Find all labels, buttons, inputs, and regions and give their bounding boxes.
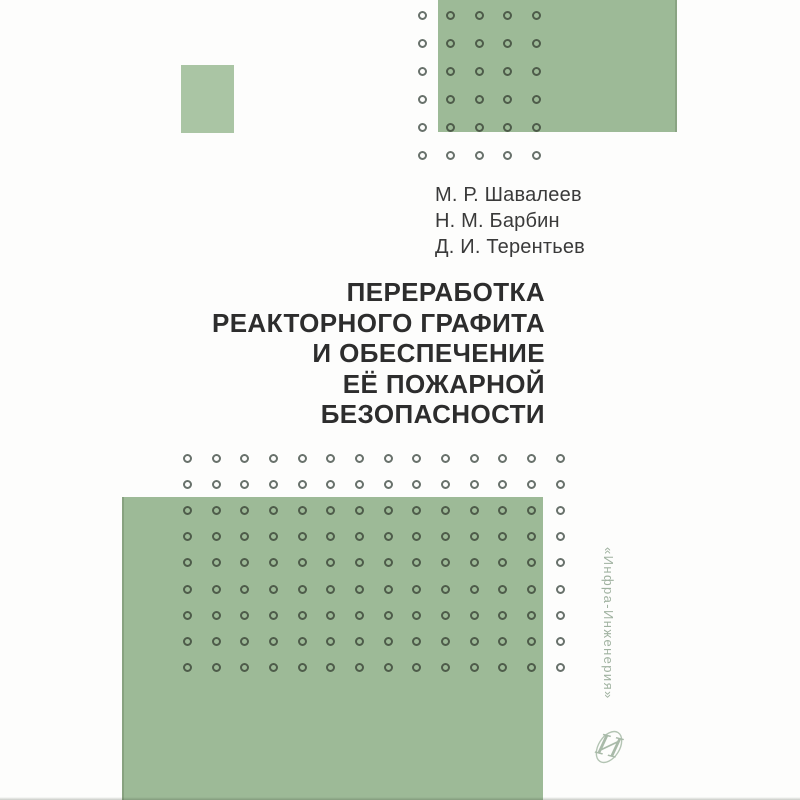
dot-circle [527,506,536,515]
dot-circle [240,585,249,594]
publisher-logo-letter: И [593,727,625,766]
dot-circle [412,506,421,515]
dot-circle [412,611,421,620]
dot-circle [475,151,484,160]
dot-circle [384,611,393,620]
dot-circle [532,123,541,132]
dot-circle [498,611,507,620]
dot-circle [298,611,307,620]
dot-circle [298,506,307,515]
dot-circle [446,67,455,76]
dot-circle [527,454,536,463]
dot-circle [326,532,335,541]
author-list [435,182,585,260]
dot-circle [240,506,249,515]
dot-circle [503,11,512,20]
dot-circle [498,532,507,541]
dot-circle [298,558,307,567]
dot-circle [475,39,484,48]
dot-circle [269,532,278,541]
dot-circle [183,663,192,672]
dot-circle [475,123,484,132]
dot-circle [556,637,565,646]
dot-circle [556,480,565,489]
dot-circle [503,123,512,132]
dot-circle [384,585,393,594]
dot-circle [498,637,507,646]
dot-circle [441,480,450,489]
dot-circle [412,663,421,672]
dot-circle [441,558,450,567]
dot-circle [326,637,335,646]
dot-circle [441,506,450,515]
dot-circle [470,454,479,463]
dot-circle [212,558,221,567]
dot-circle [298,637,307,646]
dot-circle [183,454,192,463]
dot-circle [355,480,364,489]
dot-circle [183,637,192,646]
dot-circle [556,454,565,463]
author-name: Д. И. Терентьев [435,236,585,258]
dot-circle [532,95,541,104]
dot-circle [412,558,421,567]
dot-circle [470,611,479,620]
dot-circle [470,506,479,515]
dot-circle [240,663,249,672]
dot-circle [269,585,278,594]
dot-circle [240,480,249,489]
dot-circle [326,585,335,594]
dot-circle [212,663,221,672]
dot-circle [527,585,536,594]
dot-circle [412,585,421,594]
dot-circle [441,663,450,672]
dot-circle [298,585,307,594]
title-line: РЕАКТОРНОГО ГРАФИТА [211,307,545,338]
dot-circle [556,506,565,515]
dot-circle [470,585,479,594]
title-line: ПЕРЕРАБОТКА [346,277,545,307]
dot-circle [212,454,221,463]
dot-circle [298,454,307,463]
dot-circle [532,67,541,76]
dot-circle [183,506,192,515]
dot-circle [298,663,307,672]
dot-circle [384,480,393,489]
dot-pattern-top-right [408,1,551,169]
dot-circle [240,454,249,463]
dot-circle [503,151,512,160]
dot-circle [418,67,427,76]
dot-circle [183,611,192,620]
dot-circle [441,637,450,646]
dot-circle [503,95,512,104]
dot-circle [556,585,565,594]
book-title [212,277,545,430]
dot-circle [298,480,307,489]
dot-circle [532,39,541,48]
dot-circle [418,123,427,132]
dot-circle [446,39,455,48]
dot-circle [556,558,565,567]
dot-circle [269,506,278,515]
dot-circle [355,454,364,463]
dot-circle [384,454,393,463]
dot-circle [418,151,427,160]
dot-circle [183,532,192,541]
publisher-logo-icon [586,720,632,772]
dot-circle [418,95,427,104]
dot-circle [269,480,278,489]
dot-circle [446,11,455,20]
dot-circle [556,611,565,620]
dot-circle [355,611,364,620]
dot-circle [412,480,421,489]
dot-circle [498,480,507,489]
title-line: И ОБЕСПЕЧЕНИЕ [312,338,545,368]
author-name: М. Р. Шавалеев [435,184,582,206]
dot-circle [475,95,484,104]
dot-circle [412,637,421,646]
dot-circle [384,663,393,672]
dot-circle [298,532,307,541]
dot-circle [384,558,393,567]
dot-circle [240,558,249,567]
dot-circle [355,532,364,541]
dot-circle [475,67,484,76]
dot-circle [183,480,192,489]
dot-circle [384,637,393,646]
publisher-name-vertical: «Инфра-Инженерия» [601,547,616,700]
dot-circle [212,532,221,541]
dot-circle [527,663,536,672]
dot-circle [532,11,541,20]
dot-circle [470,480,479,489]
dot-circle [446,123,455,132]
dot-circle [527,637,536,646]
dot-circle [326,611,335,620]
dot-circle [503,67,512,76]
dot-circle [355,637,364,646]
dot-circle [183,585,192,594]
dot-circle [503,39,512,48]
dot-circle [470,532,479,541]
dot-circle [326,558,335,567]
dot-circle [527,558,536,567]
dot-circle [212,480,221,489]
dot-circle [240,532,249,541]
dot-circle [498,663,507,672]
dot-circle [326,506,335,515]
dot-circle [556,663,565,672]
dot-circle [240,611,249,620]
dot-circle [418,11,427,20]
dot-circle [446,151,455,160]
title-line: БЕЗОПАСНОСТИ [320,399,545,429]
dot-circle [212,585,221,594]
author-name: Н. М. Барбин [435,210,560,232]
dot-pattern-main [173,445,575,681]
dot-circle [212,637,221,646]
dot-circle [384,506,393,515]
dot-circle [269,637,278,646]
dot-circle [527,532,536,541]
green-small-square [181,65,234,133]
dot-circle [532,151,541,160]
dot-circle [470,637,479,646]
dot-circle [498,585,507,594]
dot-circle [441,611,450,620]
dot-circle [527,480,536,489]
dot-circle [446,95,455,104]
dot-circle [355,585,364,594]
dot-circle [470,663,479,672]
title-line: ЕЁ ПОЖАРНОЙ [342,368,545,399]
dot-circle [326,480,335,489]
dot-circle [355,558,364,567]
dot-circle [355,506,364,515]
dot-circle [384,532,393,541]
dot-circle [498,558,507,567]
dot-circle [441,454,450,463]
dot-circle [441,585,450,594]
dot-circle [556,532,565,541]
dot-circle [269,611,278,620]
dot-circle [527,611,536,620]
dot-circle [470,558,479,567]
dot-circle [326,454,335,463]
dot-circle [269,454,278,463]
dot-circle [412,454,421,463]
dot-circle [418,39,427,48]
dot-circle [269,558,278,567]
dot-circle [326,663,335,672]
dot-circle [441,532,450,541]
dot-circle [269,663,278,672]
dot-circle [183,558,192,567]
dot-circle [212,611,221,620]
dot-circle [475,11,484,20]
dot-circle [412,532,421,541]
dot-circle [240,637,249,646]
dot-circle [212,506,221,515]
dot-circle [498,454,507,463]
dot-circle [498,506,507,515]
dot-circle [355,663,364,672]
